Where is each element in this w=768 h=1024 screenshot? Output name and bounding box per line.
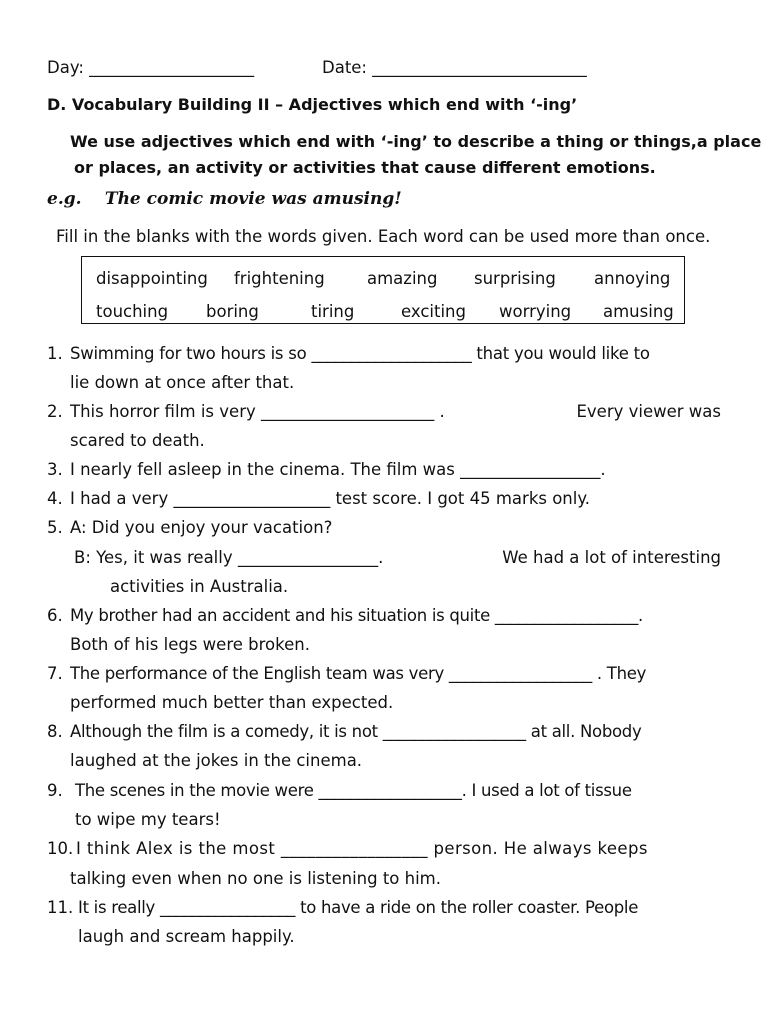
question-text-part: Every viewer was [576, 402, 721, 421]
intro-line-1: We use adjectives which end with ‘-ing’ to describe a thing or things,a place [70, 132, 762, 151]
word-bank-item: frightening [234, 269, 325, 288]
question-text: It is really _________________ to have a ride on the roller coaster. People [78, 898, 639, 917]
question-number: 7. [47, 664, 63, 683]
word-bank-item: annoying [594, 269, 671, 288]
question-text: talking even when no one is listening to him. [70, 869, 442, 888]
word-bank-item: exciting [401, 302, 466, 321]
question-number: 5. [47, 518, 63, 537]
question-text [74, 548, 721, 567]
question-text: activities in Australia. [110, 577, 289, 596]
question-text: to wipe my tears! [75, 810, 221, 829]
question-text-part: We had a lot of interesting [502, 548, 721, 567]
day-field-label: Day: ____________________ [47, 58, 255, 77]
date-field-label: Date: __________________________ [322, 58, 587, 77]
question-number: 6. [47, 606, 63, 625]
question-number: 4. [47, 489, 63, 508]
word-bank-item: surprising [474, 269, 556, 288]
word-bank-item: amusing [603, 302, 674, 321]
question-text-part: This horror film is very _____________________ . [70, 402, 445, 421]
question-text: My brother had an accident and his situation is quite __________________. [70, 606, 643, 625]
word-bank-item: tiring [311, 302, 355, 321]
question-number: 2. [47, 402, 63, 421]
question-number: 8. [47, 722, 63, 741]
question-text: Although the film is a comedy, it is not __________________ at all. Nobody [70, 722, 642, 741]
question-text: Both of his legs were broken. [70, 635, 310, 654]
question-text: I think Alex is the most _________________ person. He always keeps [76, 839, 648, 858]
intro-line-2: or places, an activity or activities that cause different emotions. [74, 158, 656, 177]
question-text: scared to death. [70, 431, 205, 450]
word-bank-item: amazing [367, 269, 438, 288]
question-number: 3. [47, 460, 63, 479]
question-text: A: Did you enjoy your vacation? [70, 518, 333, 537]
question-text: performed much better than expected. [70, 693, 394, 712]
question-text: lie down at once after that. [70, 373, 295, 392]
word-bank-item: worrying [499, 302, 572, 321]
example-sentence: The comic movie was amusing! [104, 189, 402, 209]
section-title: D. Vocabulary Building II – Adjectives which end with ‘-ing’ [47, 95, 578, 114]
example [47, 189, 402, 209]
question-text: I had a very ___________________ test score. I got 45 marks only. [70, 489, 591, 508]
question-text: laughed at the jokes in the cinema. [70, 751, 363, 770]
word-bank-item: touching [96, 302, 169, 321]
word-bank-item: disappointing [96, 269, 208, 288]
word-bank-item: boring [206, 302, 259, 321]
question-text: The performance of the English team was very __________________ . They [70, 664, 647, 683]
question-text: laugh and scream happily. [78, 927, 295, 946]
question-text: Swimming for two hours is so ____________________ that you would like to [70, 344, 650, 363]
question-text: I nearly fell asleep in the cinema. The film was _________________. [70, 460, 606, 479]
instruction: Fill in the blanks with the words given. Each word can be used more than once. [56, 227, 711, 246]
question-text: The scenes in the movie were __________________. I used a lot of tissue [75, 781, 632, 800]
question-number: 1. [47, 344, 63, 363]
question-number: 11. [47, 898, 74, 917]
question-text [70, 402, 721, 421]
example-label: e.g. [47, 189, 82, 209]
question-text-part: B: Yes, it was really _________________. [74, 548, 384, 567]
word-bank-box [81, 256, 685, 324]
question-number: 9. [47, 781, 63, 800]
question-number: 10. [47, 839, 74, 858]
